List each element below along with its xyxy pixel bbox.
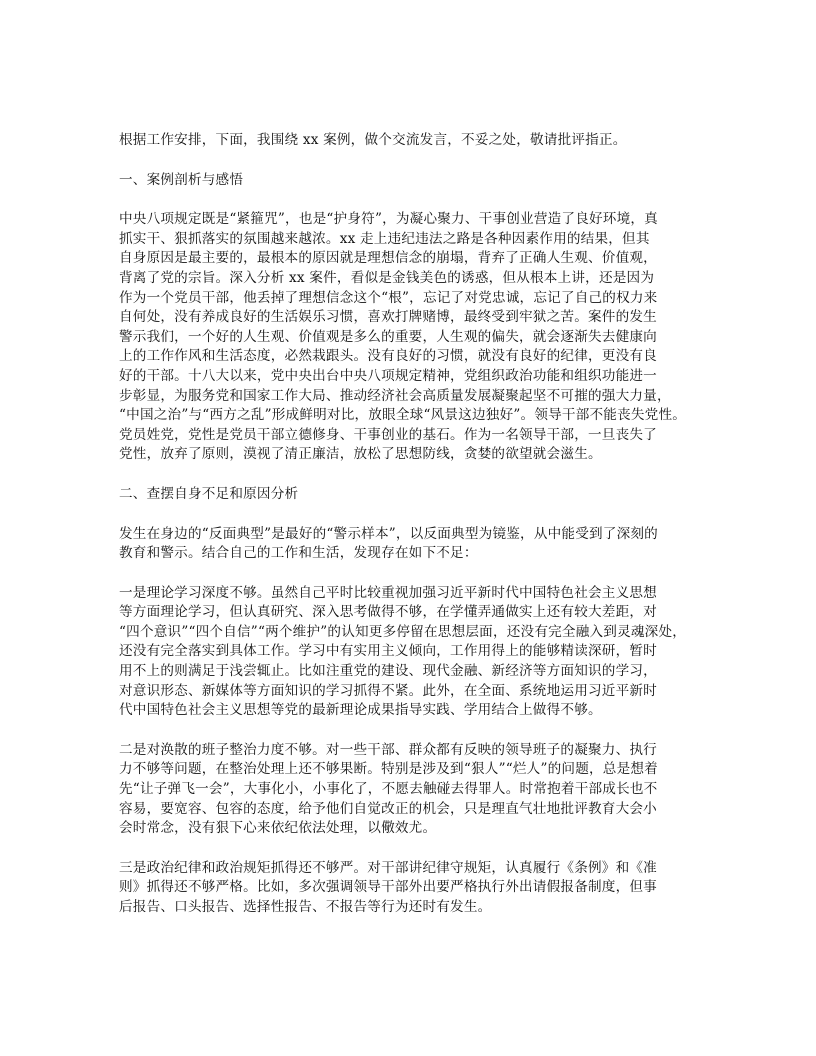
- text-line: 教育和警示。结合自己的工作和生活，发现存在如下不足：: [119, 545, 478, 562]
- section-1-heading: [119, 171, 697, 191]
- text-line: 步彰显，为服务党和国家工作大局、推动经济社会高质量发展凝聚起坚不可摧的强大力量，: [119, 387, 671, 404]
- section-2-heading: [119, 485, 697, 505]
- document-page: [119, 131, 697, 938]
- text-line: 二是对涣散的班子整治力度不够。对一些干部、群众都有反映的领导班子的凝聚力、执行: [119, 741, 657, 758]
- text-line: 二、查摆自身不足和原因分析: [119, 485, 299, 502]
- section-1-paragraph: [119, 210, 697, 465]
- text-line: 根据工作安排，下面，我围绕 xx 案例，做个交流发言，不妥之处，敬请批评指正。: [119, 132, 627, 148]
- text-line: 还没有完全落实到具体工作。学习中有实用主义倾向，工作用得上的能够精读深研，暂时: [119, 643, 657, 660]
- text-line: 容易，要宽容、包容的态度，给予他们自觉改正的机会，只是理直气壮地批评教育大会小: [119, 800, 657, 817]
- text-line: 警示我们，一个好的人生观、价值观是多么的重要，人生观的偏失，就会逐渐失去健康向: [119, 328, 657, 345]
- text-line: 发生在身边的“反面典型”是最好的“警示样本”，以反面典型为镜鉴，从中能受到了深刻的: [119, 525, 658, 542]
- text-line: 等方面理论学习，但认真研究、深入思考做得不够，在学懂弄通做实上还有较大差距，对: [119, 604, 657, 621]
- text-line: 会时常念，没有狠下心来依纪依法处理，以儆效尤。: [119, 820, 437, 837]
- text-line: 上的工作作风和生活态度，必然栽跟头。没有良好的习惯，就没有良好的纪律，更没有良: [119, 348, 657, 365]
- text-line: 用不上的则满足于浅尝辄止。比如注重党的建设、现代金融、新经济等方面知识的学习，: [119, 663, 657, 680]
- text-line: 党性，放弃了原则，漠视了清正廉洁，放松了思想防线，贪婪的欲望就会滋生。: [119, 446, 602, 463]
- text-line: 作为一个党员干部，他丢掉了理想信念这个“根”，忘记了对党忠诚，忘记了自己的权力来: [119, 289, 658, 306]
- text-line: 代中国特色社会主义思想等党的最新理论成果指导实践、学用结合上做得不够。: [119, 702, 602, 719]
- text-line: 对意识形态、新媒体等方面知识的学习抓得不紧。此外，在全面、系统地运用习近平新时: [119, 682, 657, 699]
- section-2-intro-paragraph: [119, 525, 697, 564]
- text-line: 中央八项规定既是“紧箍咒”，也是“护身符”，为凝心聚力、干事创业营造了良好环境，真: [119, 211, 658, 228]
- text-line: 抓实干、狠抓落实的氛围越来越浓。xx 走上违纪违法之路是各种因素作用的结果，但其: [119, 230, 650, 247]
- point-2-paragraph: [119, 741, 697, 839]
- text-line: 后报告、口头报告、选择性报告、不报告等行为还时有发生。: [119, 899, 492, 915]
- text-line: 党员姓党，党性是党员干部立德修身、干事创业的基石。作为一名领导干部，一旦丧失了: [119, 426, 657, 443]
- text-line: 自何处，没有养成良好的生活娱乐习惯，喜欢打牌赌博，最终受到牢狱之苦。案件的发生: [119, 309, 657, 326]
- text-line: 背离了党的宗旨。深入分析 xx 案件，看似是金钱美色的诱惑，但从根本上讲，还是因为: [119, 269, 655, 286]
- point-3-paragraph: [119, 859, 697, 918]
- text-line: 三是政治纪律和政治规矩抓得还不够严。对干部讲纪律守规矩，认真履行《条例》和《准: [119, 859, 657, 876]
- text-line: “中国之治”与“西方之乱”形成鲜明对比，放眼全球“风景这边独好”。领导干部不能丧失党性。: [119, 407, 687, 424]
- text-line: 一是理论学习深度不够。虽然自己平时比较重视加强习近平新时代中国特色社会主义思想: [119, 584, 657, 601]
- point-1-paragraph: [119, 584, 697, 721]
- text-line: 力不够等问题，在整治处理上还不够果断。特别是涉及到“狠人”“烂人”的问题，总是想着: [119, 761, 658, 778]
- text-line: 自身原因是最主要的，最根本的原因就是理想信念的崩塌，背弃了正确人生观、价值观，: [119, 250, 657, 267]
- text-line: “四个意识”“四个自信”“两个维护”的认知更多停留在思想层面，还没有完全融入到灵魂深处，: [119, 623, 687, 640]
- text-line: 一、案例剖析与感悟: [119, 171, 244, 188]
- text-line: 好的干部。十八大以来，党中央出台中央八项规定精神，党组织政治功能和组织功能进一: [119, 367, 657, 384]
- intro-paragraph: [119, 131, 697, 151]
- text-line: 先“让子弹飞一会”，大事化小，小事化了，不愿去触碰去得罪人。时常抱着干部成长也不: [119, 781, 658, 798]
- text-line: 则》抓得还不够严格。比如，多次强调领导干部外出要严格执行外出请假报备制度，但事: [119, 879, 657, 896]
